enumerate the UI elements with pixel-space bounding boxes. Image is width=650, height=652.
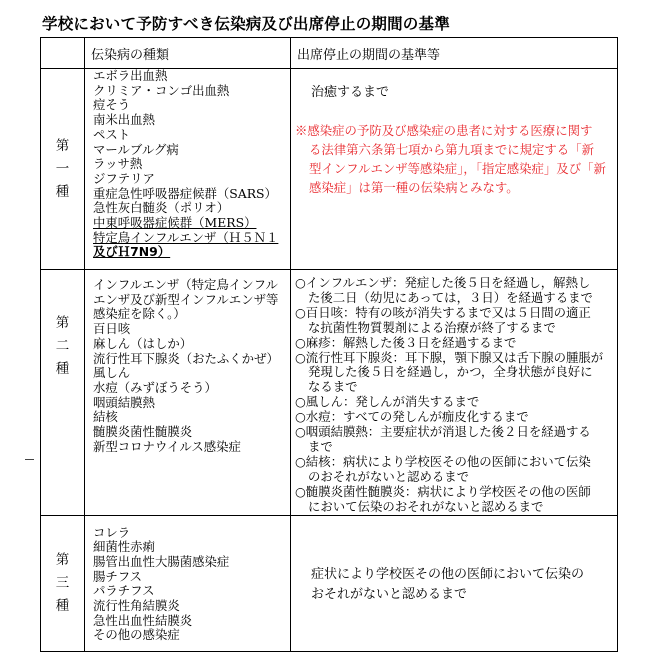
criteria-line: ○咽頭結膜熱：主要症状が消退した後２日を経過する [295, 424, 591, 440]
list-item: 新型コロナウイルス感染症 [93, 438, 241, 454]
list-item: エンザ及び新型インフルエンザ等 [93, 291, 279, 307]
note-line: ※感染症の予防及び感染症の患者に対する医療に関す [295, 122, 593, 138]
table-row [41, 515, 618, 651]
category-cell [41, 515, 85, 651]
criteria-line: まで [308, 438, 333, 454]
category-char: 第 [55, 551, 70, 568]
list-item: その他の感染症 [93, 627, 180, 643]
header-disease: 伝染病の種類 [85, 38, 291, 69]
header-criteria: 出席停止の期間の基準等 [291, 38, 618, 69]
list-item: 及びＨ7N9） [93, 244, 171, 260]
criteria-line: た後二日（幼児にあっては，３日）を経過するまで [308, 289, 593, 305]
note-line: 型インフルエンザ等感染症」，「指定感染症」及び「新 [309, 160, 606, 176]
list-item: 百日咳 [93, 321, 131, 337]
table-row [41, 69, 618, 270]
list-item: ラッサ熱 [93, 156, 143, 172]
list-item: コレラ [93, 524, 131, 540]
list-item: 風しん [93, 365, 131, 381]
disease-list [85, 270, 291, 516]
criteria-line: ○麻疹：解熱した後３日を経過するまで [295, 334, 517, 350]
note-line: る法律第六条第七項から第九項までに規定する「新 [309, 141, 594, 157]
category-char: 二 [55, 338, 70, 354]
list-item: 特定鳥インフルエンザ（Ｈ５Ｎ１ [93, 229, 279, 245]
header-row [41, 38, 618, 69]
list-item: 麻しん（はしか） [93, 335, 193, 351]
list-item: 流行性角結膜炎 [93, 598, 180, 614]
list-item: 髄膜炎菌性髄膜炎 [93, 424, 193, 440]
list-item: ジフテリア [93, 170, 155, 186]
list-item: パラチフス [93, 583, 155, 599]
criteria-line: ○水痘：すべての発しんが痂皮化するまで [295, 409, 529, 425]
page-title: 学校において予防すべき伝染病及び出席停止の期間の基準 [42, 15, 450, 33]
category-cell [41, 270, 85, 516]
criteria-line: において伝染のおそれがないと認めるまで [308, 498, 544, 514]
list-item: 腸チフス [93, 568, 143, 584]
table-row [41, 270, 618, 516]
criteria-cell [291, 515, 618, 651]
list-item: クリミア・コンゴ出血熱 [93, 82, 230, 98]
list-item: 急性出血性結膜炎 [93, 612, 193, 628]
list-item: マールブルグ病 [93, 141, 179, 157]
criteria-line: 発現した後５日を経過し，かつ，全身状態が良好に [308, 364, 593, 380]
criteria-line: ○結核：病状により学校医その他の医師において伝染 [295, 453, 591, 469]
list-item: 中東呼吸器症候群（MERS） [93, 215, 257, 231]
margin-mark [25, 459, 34, 460]
category-char: 第 [55, 137, 70, 154]
list-item: エボラ出血熱 [93, 68, 168, 83]
category-char: 一 [55, 160, 70, 177]
list-item: 結核 [93, 409, 118, 425]
criteria-line: のおそれがないと認めるまで [308, 468, 470, 484]
disease-list [85, 515, 291, 651]
category-char: 種 [55, 183, 70, 200]
list-item: 感染症を除く。） [93, 306, 186, 322]
note-line: 感染症」は第一種の伝染病とみなす。 [309, 179, 519, 195]
list-item: インフルエンザ（特定鳥インフル [93, 277, 278, 292]
list-item: 咽頭結膜熱 [93, 394, 155, 410]
category-char: 種 [55, 361, 70, 377]
category-cell [41, 69, 85, 270]
criteria-text: 治癒するまで [311, 85, 390, 100]
criteria-line: ○風しん：発しんが消失するまで [295, 394, 480, 410]
list-item: 水痘（みずぼうそう） [93, 379, 217, 395]
list-item: 重症急性呼吸器症候群（SARS） [93, 185, 277, 201]
category-char: 三 [55, 574, 70, 591]
criteria-line: おそれがないと認めるまで [311, 586, 468, 602]
disease-list [85, 69, 291, 270]
list-item: 南米出血熱 [93, 112, 155, 128]
list-item: ペスト [93, 126, 131, 142]
criteria-line: な抗菌性物質製剤による治療が終了するまで [308, 319, 556, 335]
category-char: 種 [55, 597, 70, 614]
criteria-line: ○流行性耳下腺炎：耳下腺，顎下腺又は舌下腺の腫脹が [295, 349, 604, 365]
criteria-cell [291, 69, 618, 270]
list-item: 急性灰白髄炎（ポリオ） [93, 200, 230, 216]
category-char: 第 [55, 315, 70, 331]
criteria-cell [291, 270, 618, 516]
list-item: 細菌性赤痢 [93, 539, 155, 555]
criteria-line: なるまで [308, 379, 358, 395]
criteria-line: ○髄膜炎菌性髄膜炎：病状により学校医その他の医師 [295, 483, 591, 499]
list-item: 痘そう [93, 97, 131, 113]
criteria-line: ○百日咳：特有の咳が消失するまで又は５日間の適正 [295, 304, 591, 320]
criteria-line: ○インフルエンザ：発症した後５日を経過し，解熱し [295, 275, 591, 290]
list-item: 流行性耳下腺炎（おたふくかぜ） [93, 350, 279, 366]
header-blank [41, 38, 85, 69]
criteria-line: 症状により学校医その他の医師において伝染の [311, 566, 585, 582]
list-item: 腸管出血性大腸菌感染症 [93, 553, 230, 569]
disease-table [40, 37, 618, 652]
